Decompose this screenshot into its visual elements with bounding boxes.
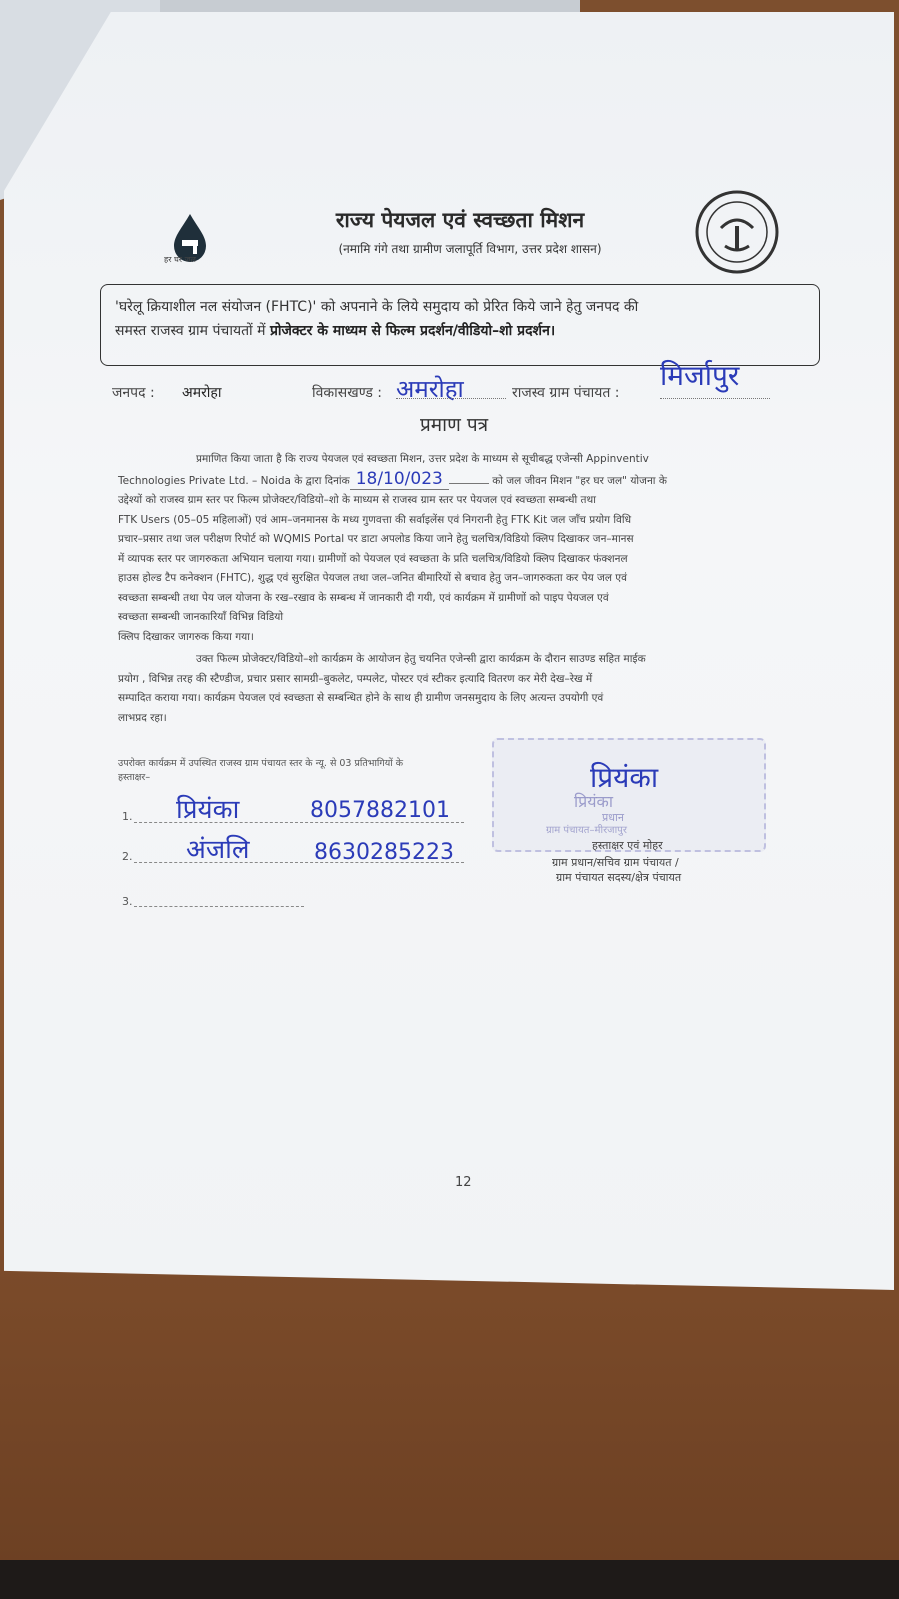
vikas-dotted-line: [396, 398, 506, 399]
stamp-panchayat: ग्राम पंचायत–मीरजापुर: [546, 825, 627, 836]
signatures-intro-1: उपरोक्त कार्यक्रम में उपस्थित राजस्व ग्राम पंचायत स्तर के न्यू. से 03 प्रतिभागियों के: [118, 758, 404, 769]
pradhan-signature: प्रियंका: [590, 761, 659, 794]
stamp-name: प्रियंका: [574, 792, 613, 811]
box-line-2-bold: प्रोजेक्टर के माध्यम से फिल्म प्रदर्शन/वीडियो–शो प्रदर्शन।: [269, 323, 556, 339]
document-title: राज्य पेयजल एवं स्वच्छता मिशन: [335, 207, 585, 232]
p1-line-6: में व्यापक स्तर पर जागरुकता अभियान चलाया गया। ग्रामीणों को पेयजल एवं स्वच्छता के प्रति चलचित्र/विडियो क्लिप दिखाकर फंक्शनल: [118, 552, 628, 565]
p1-line-2: [118, 470, 838, 492]
participant-1-name: प्रियंका: [176, 795, 240, 825]
participant-1-number: 1.: [122, 810, 133, 823]
box-line-2: [115, 319, 805, 343]
paragraph-2: [118, 650, 838, 728]
janpad-value: अमरोहा: [182, 385, 222, 401]
p1-line-9: स्वच्छता सम्बन्धी जानकारियाँ विभिन्न विडियो: [118, 611, 284, 623]
page-number: 12: [455, 1175, 472, 1190]
box-line-2-plain: समस्त राजस्व ग्राम पंचायतों में: [115, 323, 266, 339]
role-line-1: ग्राम प्रधान/सचिव ग्राम पंचायत /: [552, 856, 679, 869]
participant-3-number: 3.: [122, 895, 133, 908]
janpad-label: जनपद :: [112, 385, 155, 401]
role-line-2: ग्राम पंचायत सदस्य/क्षेत्र पंचायत: [556, 871, 682, 884]
vikas-value-handwritten: अमरोहा: [396, 375, 464, 403]
p1-line-8: स्वच्छता सम्बन्धी तथा पेय जल योजना के रख–रखाव के सम्बन्ध में जानकारी दी गयी, एवं कार्यक्रम में ग्रामीणों को पाइप पेयजल एवं: [118, 591, 609, 604]
p1-line-5: प्रचार–प्रसार तथा जल परीक्षण रिपोर्ट को WQMIS Portal पर डाटा अपलोड किया जाने हेतु चलचित्र/विडियो क्लिप दिखाकर जन–मानस: [118, 533, 634, 545]
p1-line-7: हाउस होल्ड टैप कनेक्शन (FHTC), शुद्ध एवं सुरक्षित पेयजल तथा जल–जनित बीमारियों से बचाव हेतु जन–जागरुकता कर पेय जल एवं: [118, 572, 627, 584]
gram-label: राजस्व ग्राम पंचायत :: [512, 385, 620, 401]
gram-value-handwritten: मिर्जापुर: [660, 359, 740, 392]
p2-line-2: प्रयोग , विभिन्न तरह की स्टैण्डीज, प्रचार प्रसार सामग्री–बुकलेट, पम्पलेट, पोस्टर एवं स्टीकर इत्यादि वितरण कर मेरी देख–रेख में: [118, 672, 593, 685]
participant-2-phone: 8630285223: [314, 840, 454, 865]
signatures-intro-2: हस्ताक्षर–: [118, 772, 151, 783]
gram-dotted-line: [660, 398, 770, 399]
participant-1-phone: 8057882101: [310, 798, 450, 823]
table-edge: [0, 1560, 899, 1599]
participant-3-line: [134, 906, 304, 907]
p2-line-3: सम्पादित कराया गया। कार्यक्रम पेयजल एवं स्वच्छता से सम्बन्धित होने के साथ ही ग्रामीण जनसमुदाय के लिए अत्यन्त उपयोगी एवं: [118, 692, 604, 704]
jal-drop-logo-icon: [160, 210, 220, 285]
up-government-seal-icon: [695, 190, 779, 274]
date-handwritten: 18/10/023: [350, 469, 449, 490]
p1-line-3: उद्देश्यों को राजस्व ग्राम स्तर पर फिल्म प्रोजेक्टर/विडियो–शो के माध्यम से राजस्व ग्राम स्तर पर पेयजल एवं स्वच्छता सम्बन्धी तथा: [118, 494, 596, 506]
p2-line-4: लाभप्रद रहा।: [118, 711, 167, 724]
document-subtitle: (नमामि गंगे तथा ग्रामीण जलापूर्ति विभाग, उत्तर प्रदेश शासन): [338, 242, 602, 256]
program-title-box: [100, 284, 820, 366]
p1-line-1: प्रमाणित किया जाता है कि राज्य पेयजल एवं स्वच्छता मिशन, उत्तर प्रदेश के माध्यम से सूचीबद्ध एजेन्सी Appinventiv: [196, 453, 649, 465]
sign-label: हस्ताक्षर एवं मोहर: [592, 839, 663, 852]
p1-line-2-start: Technologies Private Ltd. – Noida के द्वारा दिनांक: [118, 474, 350, 487]
p1-line-2-end: को जल जीवन मिशन "हर घर जल" योजना के: [492, 474, 667, 487]
participant-2-number: 2.: [122, 850, 133, 863]
participant-2-name: अंजलि: [186, 835, 250, 865]
paragraph-1: [118, 450, 838, 647]
certificate-heading: प्रमाण पत्र: [420, 414, 489, 436]
vikas-label: विकासखण्ड :: [312, 385, 383, 401]
stamp-role: प्रधान: [602, 811, 624, 824]
p2-line-1: उक्त फिल्म प्रोजेक्टर/विडियो–शो कार्यक्रम के आयोजन हेतु चयनित एजेन्सी द्वारा कार्यक्रम के दौरान साउण्ड सहित माईक: [196, 653, 646, 665]
p1-line-4: FTK Users (05–05 महिलाओं) एवं आम–जनमानस के मध्य गुणवत्ता की सर्वाइलेंस एवं निगरानी हेतु FTK Kit जल जाँच प्रयोग विधि: [118, 513, 632, 526]
left-logo-caption: हर घर जल: [164, 255, 196, 264]
box-line-1: 'घरेलू क्रियाशील नल संयोजन (FHTC)' को अपनाने के लिये समुदाय को प्रेरित किये जाने हेतु जनपद की: [115, 299, 639, 315]
p1-line-10: क्लिप दिखाकर जागरुक किया गया।: [118, 630, 254, 643]
